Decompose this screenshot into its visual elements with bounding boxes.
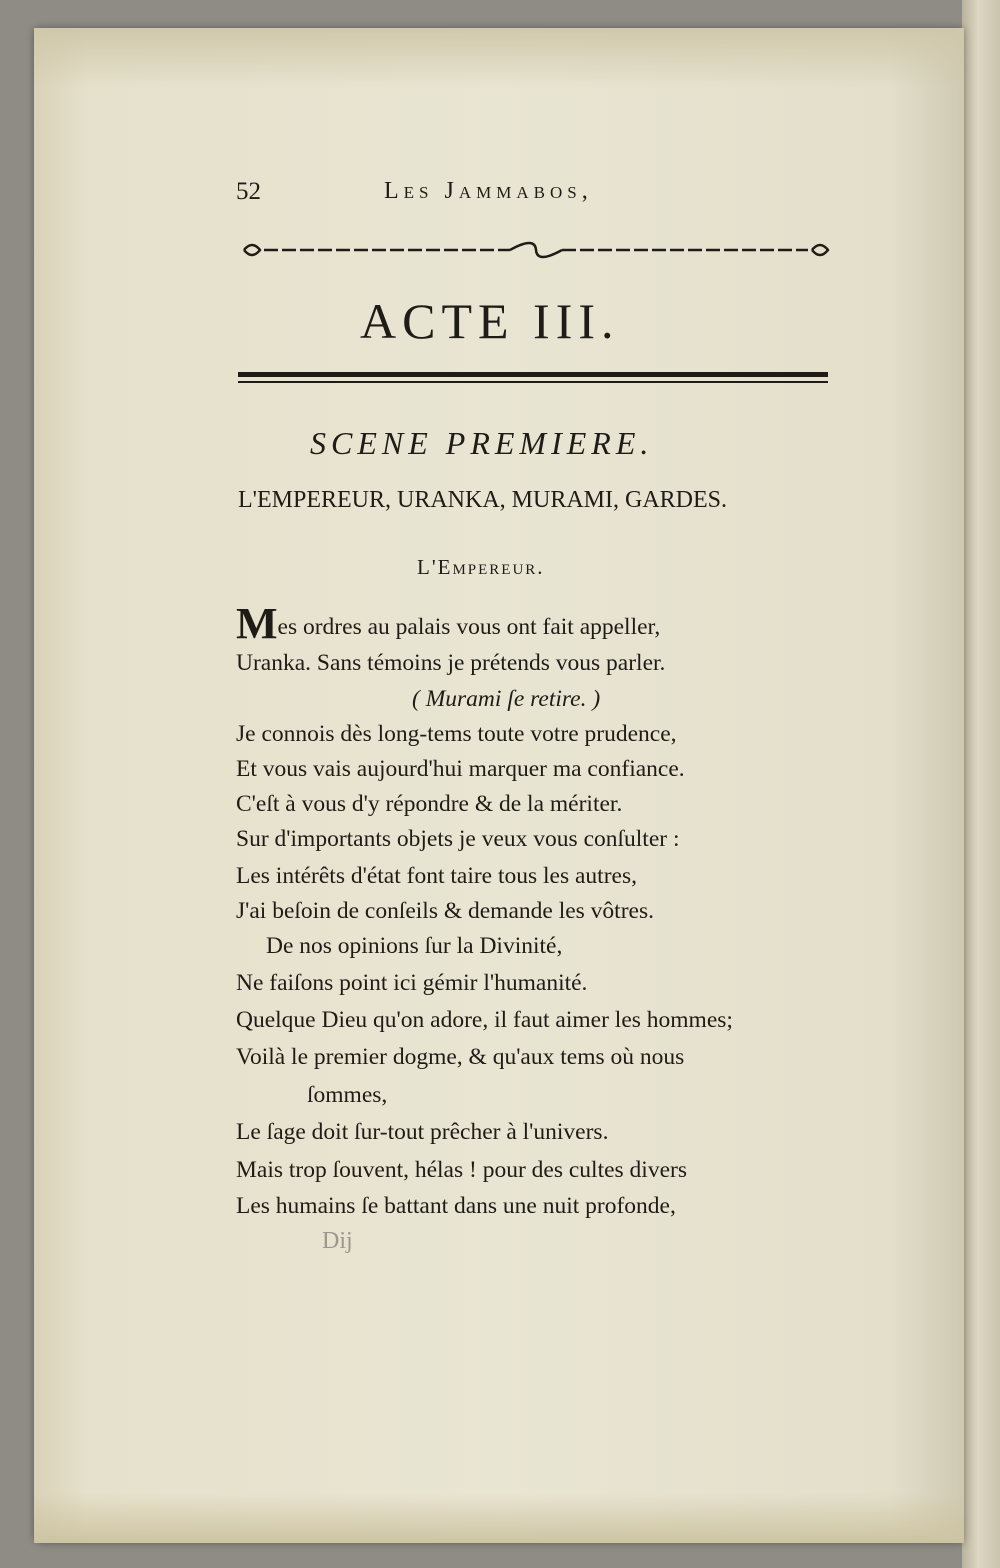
verse-line — [266, 933, 562, 960]
ornament-band — [240, 238, 832, 262]
verse-text: Quelque Dieu qu'on adore, il faut aimer les hommes; — [236, 1007, 733, 1033]
verse-text: Sur d'importants objets je veux vous conſulter : — [236, 826, 680, 852]
verse-line — [236, 1193, 676, 1220]
verse-line — [236, 791, 622, 818]
verse-line — [236, 599, 661, 648]
verse-line — [236, 756, 685, 783]
signature-mark: Dij — [322, 1228, 353, 1254]
verse-text: Et vous vais aujourd'hui marquer ma confiance. — [236, 756, 685, 782]
verse-text: C'eſt à vous d'y répondre & de la mériter. — [236, 791, 623, 817]
verse-text: Mais trop ſouvent, hélas ! pour des cultes divers — [236, 1157, 687, 1183]
running-title: Les Jammabos, — [384, 178, 593, 204]
verse-line — [236, 826, 680, 853]
verse-line — [236, 1157, 687, 1184]
verse-line — [236, 1119, 608, 1146]
verse-line — [236, 1007, 733, 1034]
verse-line — [307, 1082, 387, 1109]
verse-text: Je connois dès long-tems toute votre prudence, — [236, 721, 677, 747]
verse-line — [236, 721, 677, 748]
verse-line — [236, 970, 587, 997]
verse-text: Ne faiſons point ici gémir l'humanité. — [236, 970, 588, 996]
verse-line — [236, 898, 654, 925]
scene-title: SCENE PREMIERE. — [310, 425, 654, 461]
page-number: 52 — [236, 178, 261, 205]
verse-text: Les intérêts d'état font taire tous les autres, — [236, 863, 637, 889]
verse-text: Le ſage doit ſur-tout prêcher à l'univers. — [236, 1119, 609, 1145]
verse-text: es ordres au palais vous ont fait appeller, — [277, 614, 661, 640]
verse-text: ſommes, — [307, 1082, 388, 1108]
verse-line — [412, 686, 600, 713]
rule-thin — [238, 381, 828, 383]
speaker-name: L'Empereur. — [417, 555, 545, 579]
verse-line — [236, 650, 665, 677]
verse-text: ( Murami ſe retire. ) — [412, 686, 601, 712]
rule-thick — [238, 372, 828, 377]
verse-line — [236, 863, 637, 890]
drop-cap: M — [236, 599, 278, 648]
act-title: ACTE III. — [360, 293, 620, 349]
verse-line — [236, 1044, 684, 1071]
verse-text: Voilà le premier dogme, & qu'aux tems où nous — [236, 1044, 685, 1070]
adjacent-page-edge — [962, 0, 1000, 1568]
verse-text: De nos opinions ſur la Divinité, — [266, 933, 563, 959]
verse-text: J'ai beſoin de conſeils & demande les vôtres. — [236, 898, 654, 924]
verse-text: Les humains ſe battant dans une nuit profonde, — [236, 1193, 676, 1219]
characters-list: L'EMPEREUR, URANKA, MURAMI, GARDES. — [238, 487, 728, 513]
verse-text: Uranka. Sans témoins je prétends vous parler. — [236, 650, 666, 676]
